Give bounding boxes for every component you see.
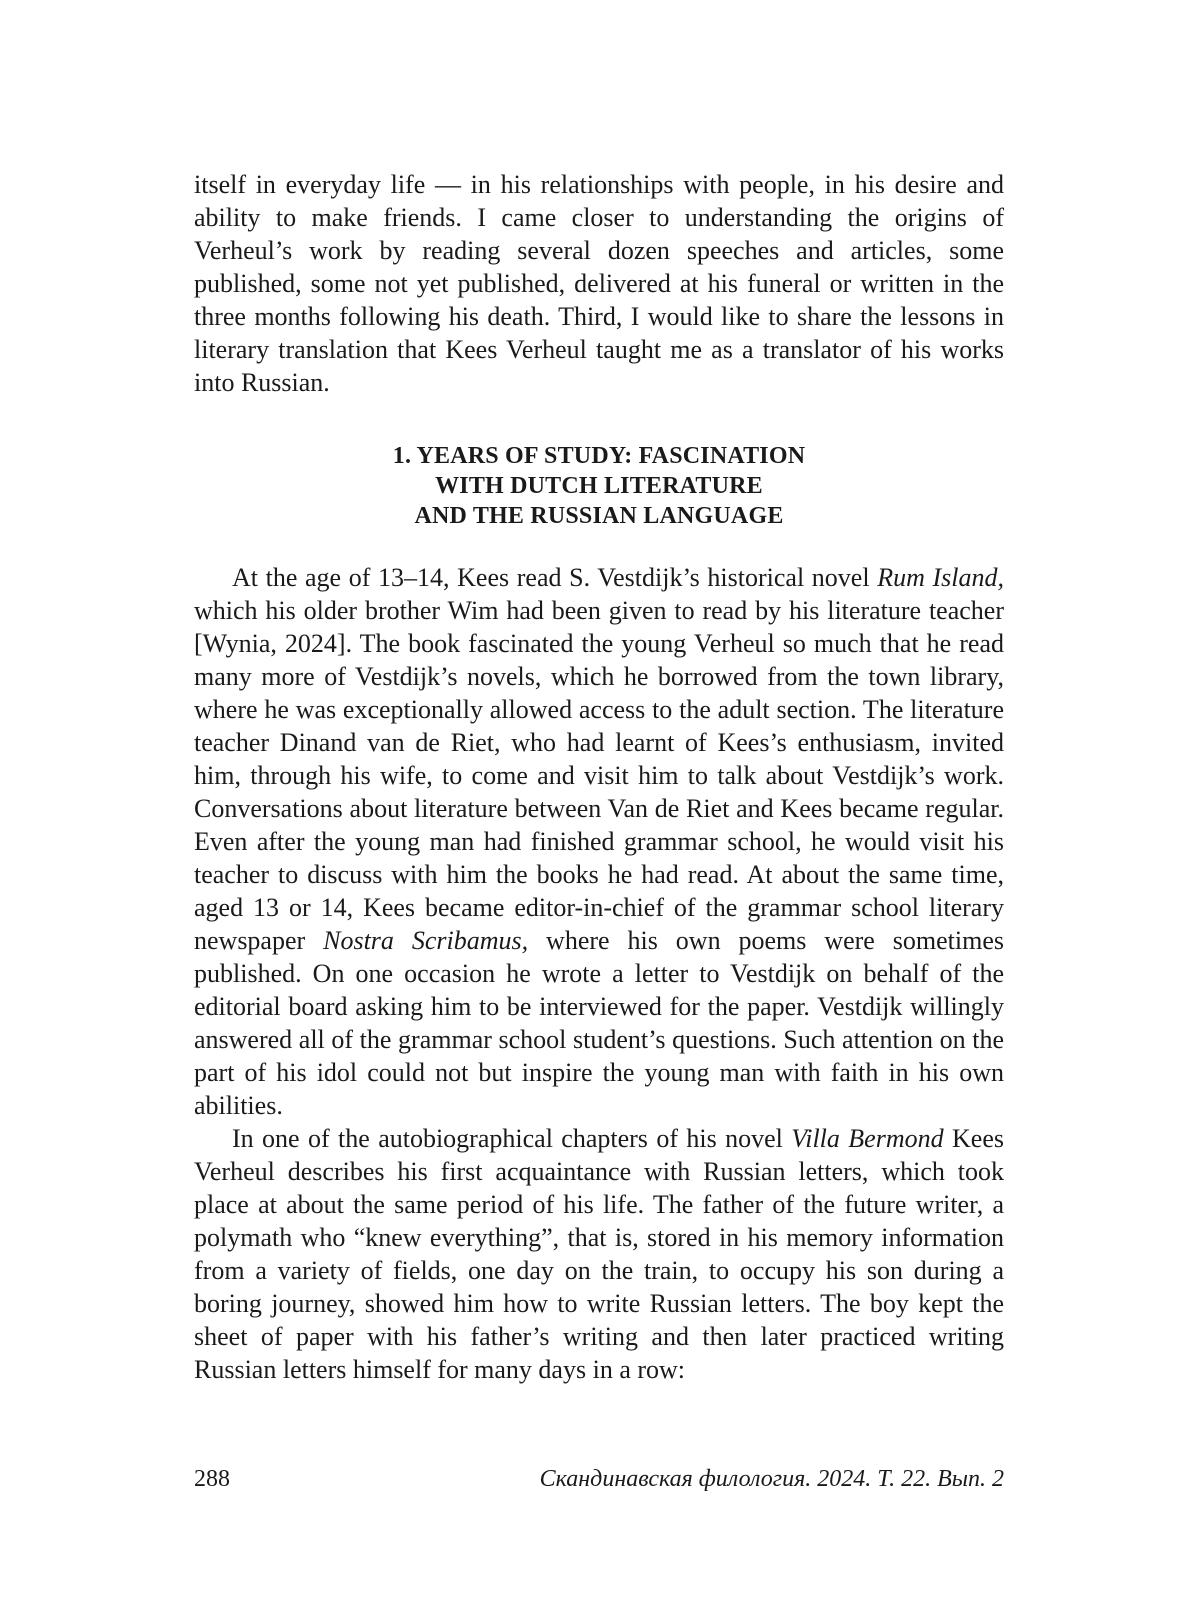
page-footer [194,1464,1004,1494]
journal-citation: Скандинавская филология. 2024. Т. 22. Вып. 2 [539,1466,1004,1492]
section-heading-line-1: 1. YEARS OF STUDY: FASCINATION [392,443,806,469]
section-heading-line-2: WITH DUTCH LITERATURE [435,473,763,499]
page-number: 288 [194,1466,230,1492]
paragraph-1-text-c: where his own poems were sometimes published. On one occasion he wrote a letter to Vestdijk on behalf of the editorial board asking him to be interviewed for the paper. Vestdijk willingly answered all of the grammar school student’s questions. Such attention on the part of his idol could not but inspire the young man with faith in his own abilities. [194,926,1004,1120]
section-heading [194,441,1004,531]
body-paragraph-1 [194,561,1004,1122]
paragraph-2-text-b: Kees Verheul describes his first acquaintance with Russian letters, which took place at about the same period of his life. The father of the future writer, a polymath who “knew everything”, that is, stored in his memory information from a variety of fields, one day on the train, to occupy his son during a boring journey, showed him how to write Russian letters. The boy kept the sheet of paper with his father’s writing and then later practiced writing Russian letters himself for many days in a row: [194,1124,1004,1384]
section-heading-line-3: AND THE RUSSIAN LANGUAGE [414,503,784,529]
body-paragraph-2 [194,1122,1004,1386]
body-text-block [194,561,1004,1386]
intro-text-block [194,168,1004,399]
book-title-rum-island: Rum Island, [877,563,1004,592]
newspaper-title-nostra-scribamus: Nostra Scribamus, [323,926,529,955]
intro-paragraph: itself in everyday life — in his relationships with people, in his desire and ability to make friends. I came closer to understanding the origins of Verheul’s work by reading several dozen speeches and articles, some published, some not yet published, delivered at his funeral or written in the three months following his death. Third, I would like to share the lessons in literary translation that Kees Verheul taught me as a translator of his works into Russian. [194,170,1004,397]
novel-title-villa-bermond: Villa Bermond [791,1124,944,1153]
paragraph-1-text-a: At the age of 13–14, Kees read S. Vestdijk’s historical novel [232,563,878,592]
paragraph-2-text-a: In one of the autobiographical chapters of his novel [232,1124,792,1153]
paragraph-1-text-b: which his older brother Wim had been given to read by his literature teacher [Wynia, 2024]. The book fascinated the young Verheul so much that he read many more of Vestdijk’s novels, which he borrowed from the town library, where he was exceptionally allowed access to the adult section. The literature teacher Dinand van de Riet, who had learnt of Kees’s enthusiasm, invited him, through his wife, to come and visit him to talk about Vestdijk’s work. Conversations about literature between Van de Riet and Kees became regular. Even after the young man had finished grammar school, he would visit his teacher to discuss with him the books he had read. At about the same time, aged 13 or 14, Kees became editor-in-chief of the grammar school literary newspaper [194,596,1004,955]
